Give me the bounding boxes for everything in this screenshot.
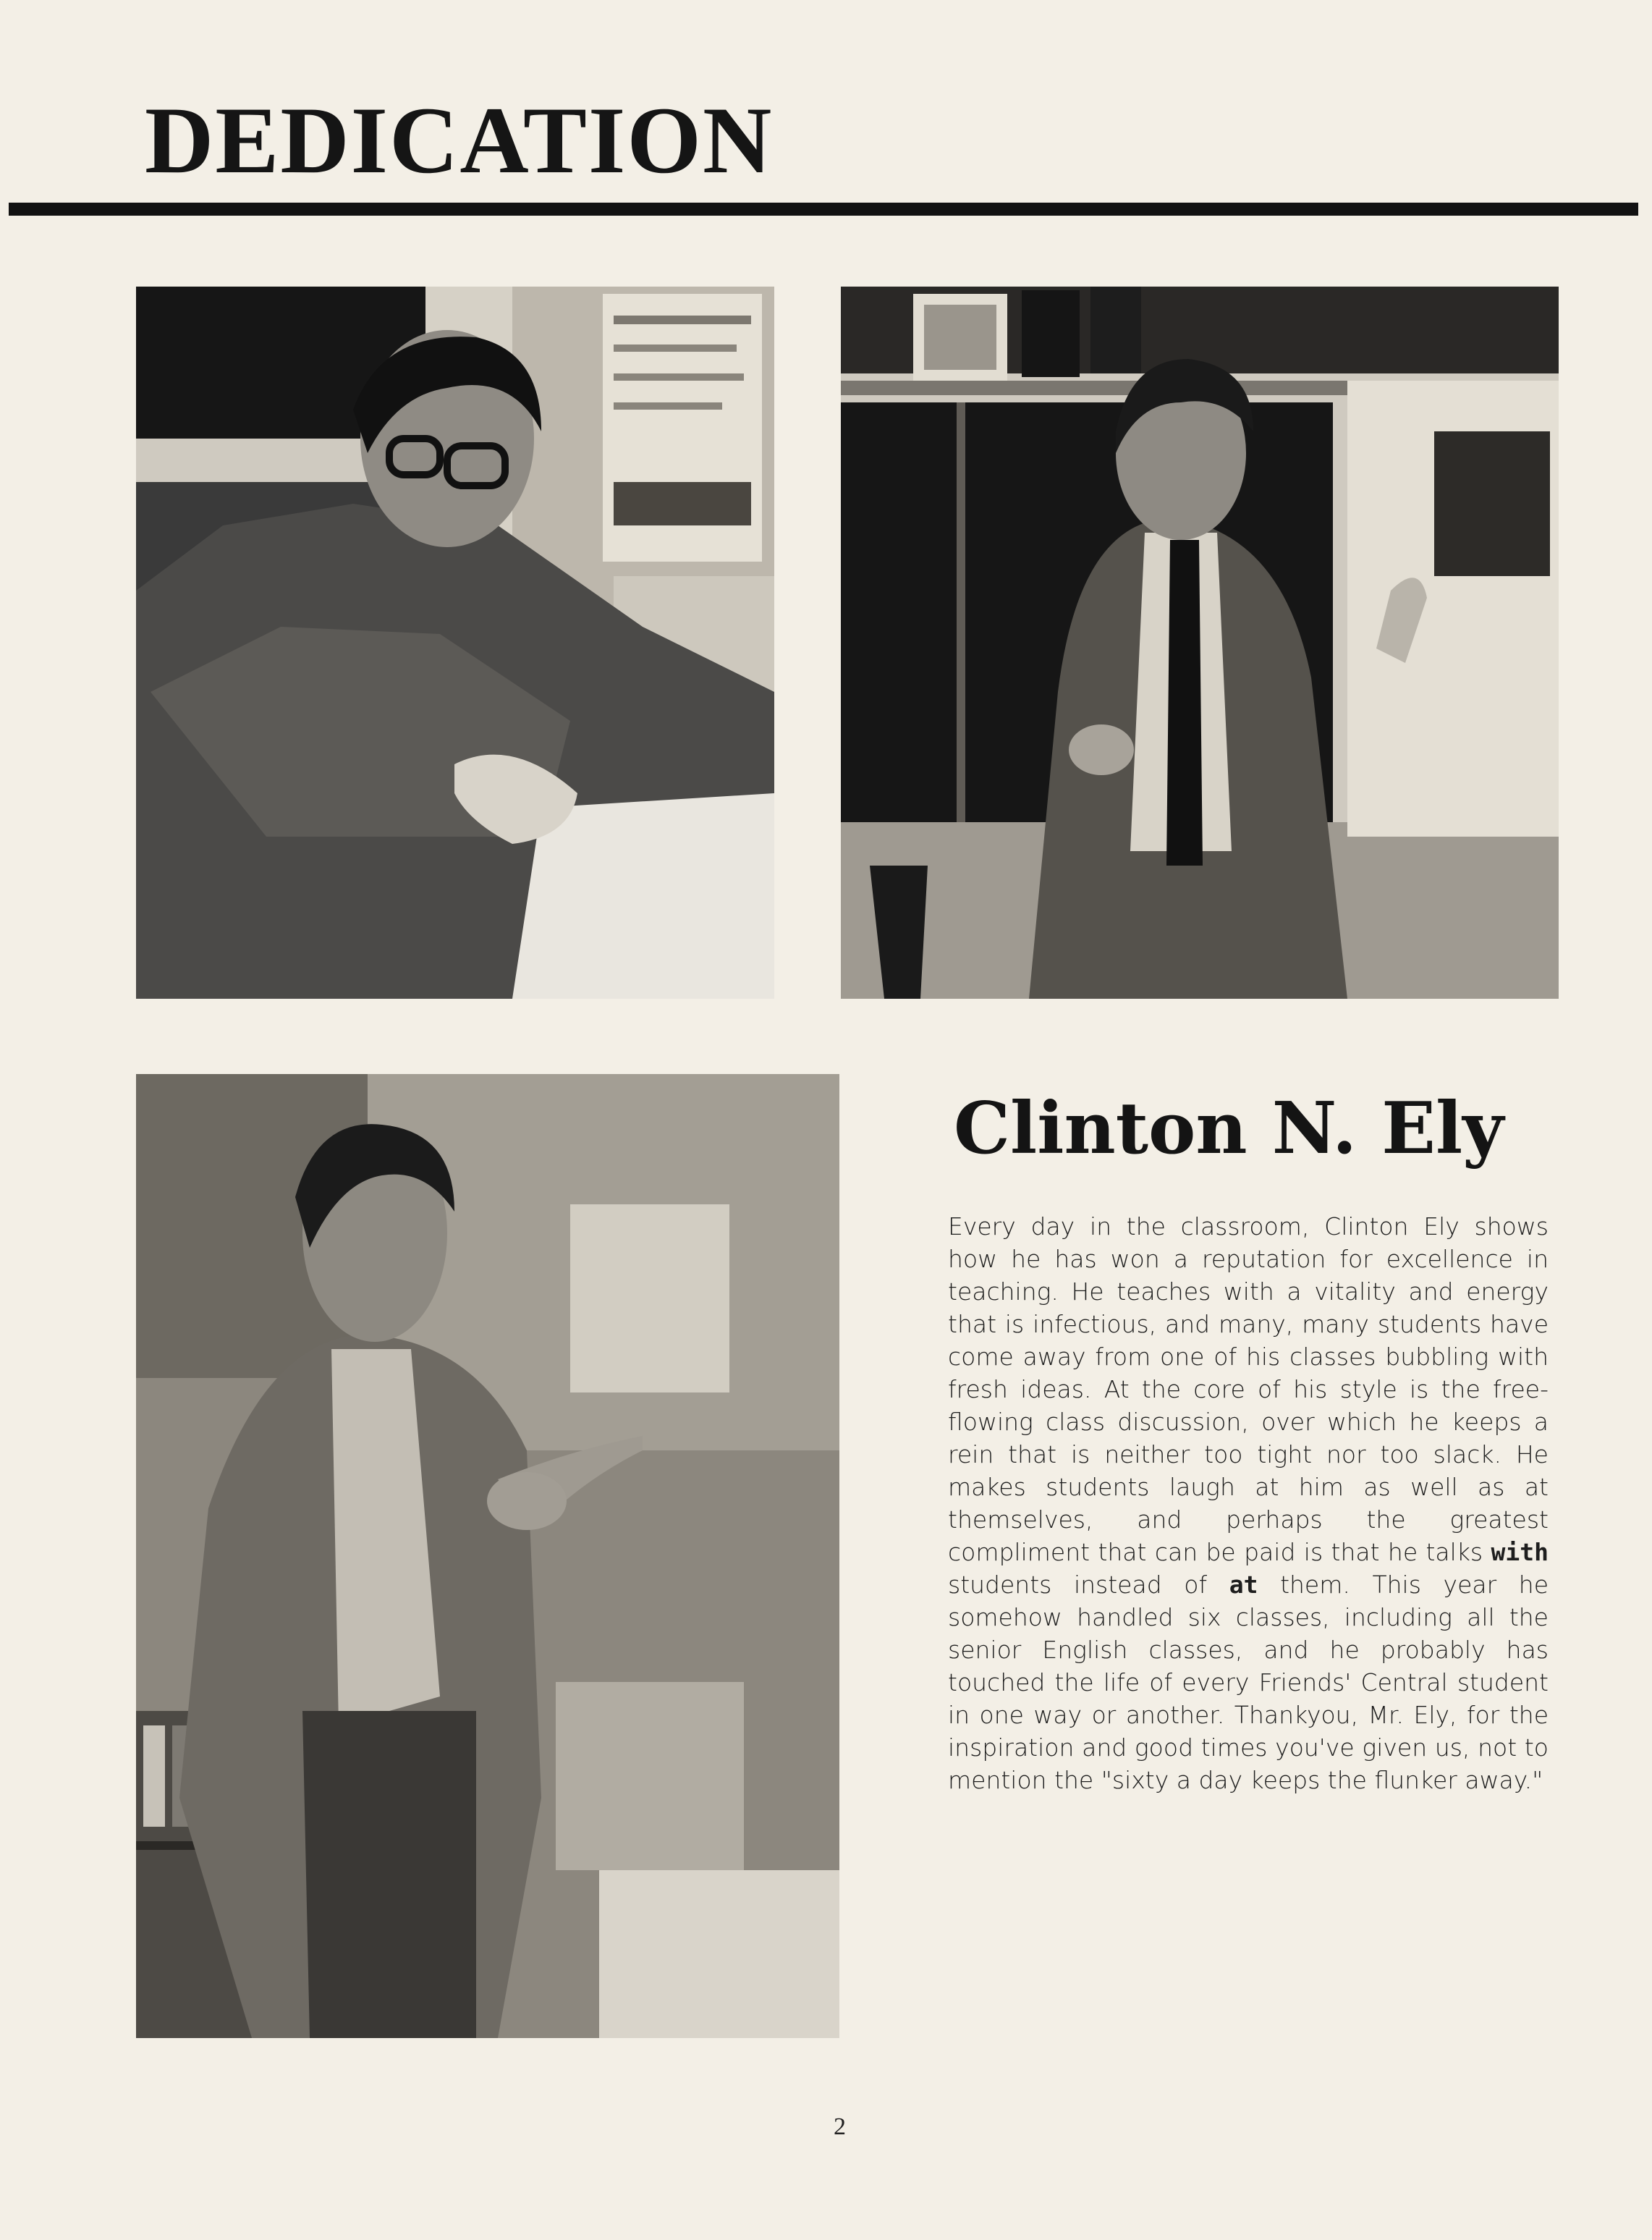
- dedication-emphasis-at: at: [1229, 1571, 1258, 1599]
- dedication-emphasis-with: with: [1491, 1538, 1549, 1566]
- title-rule: [9, 203, 1638, 216]
- dedication-name: Clinton N. Ely: [954, 1087, 1504, 1170]
- photo-teacher-at-desk: [136, 287, 774, 999]
- dedication-body: [948, 1210, 1549, 1796]
- dedication-text-part-3: them. This year he somehow handled six classes, including all the senior English classes, and he probably has touched the life of every Friends' Central student in one way or another. Thankyou, Mr. Ely, for the inspiration and good times you've given us, not to mention the "sixty a day keeps the flunker away.": [948, 1571, 1549, 1794]
- page-title: DEDICATION: [145, 87, 774, 193]
- dedication-text-part-1: Every day in the classroom, Clinton Ely shows how he has won a reputation for excellence in teaching. He teaches with a vitality and energy that is infectious, and many, many students have come away from one of his classes bubbling with fresh ideas. At the core of his style is the free-flowing class discussion, over which he keeps a rein that is neither too tight nor too slack. He makes students laugh at him as well as at themselves, and perhaps the greatest compliment that can be paid is that he talks: [948, 1212, 1549, 1566]
- photo-teacher-pointing: [136, 1074, 839, 2038]
- page-number: 2: [834, 2113, 846, 2140]
- photo-teacher-gesturing: [841, 287, 1559, 999]
- dedication-text-part-2: students instead of: [948, 1571, 1229, 1599]
